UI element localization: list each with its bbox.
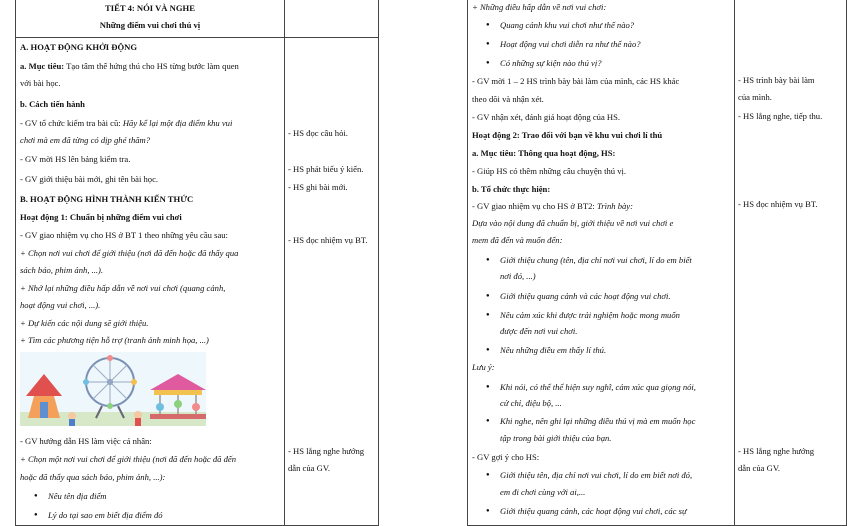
bullet-scenery: ● Giới thiệu quang cảnh và các hoạt động vui chơi. bbox=[500, 289, 671, 303]
procedure-heading: b. Cách tiến hành bbox=[20, 99, 85, 109]
choose-line: + Chọn một nơi vui chơi để giới thiệu (nơi đã đến hoặc đã đến bbox=[20, 454, 237, 464]
call-line: - GV mời HS lên bảng kiểm tra. bbox=[20, 154, 131, 164]
hs-listen-absorb: - HS lắng nghe, tiếp thu. bbox=[738, 111, 823, 121]
note-speaking: ● Khi nói, có thể thể hiện suy nghĩ, cảm xúc qua giọng nói, bbox=[500, 380, 696, 394]
hs-listen: - HS lắng nghe hướng bbox=[288, 446, 365, 456]
title-divider bbox=[16, 37, 378, 38]
lesson-title: TIẾT 4: NÓI VÀ NGHE bbox=[105, 3, 195, 13]
suggest-scenery: ● Giới thiệu quang cảnh, các hoạt động vui chơi, các sự bbox=[500, 504, 687, 518]
point-4: + Tìm các phương tiện hỗ trợ (tranh ảnh minh họa, ...) bbox=[20, 335, 209, 345]
question-scenery: ● Quang cảnh khu vui chơi như thế nào? bbox=[500, 18, 634, 32]
goal-heading: a. Mục tiêu: Thông qua hoạt động, HS: bbox=[472, 148, 616, 158]
evaluate-line: - GV nhận xét, đánh giá hoạt động của HS. bbox=[472, 112, 621, 122]
suggest-line: - GV gợi ý cho HS: bbox=[472, 452, 540, 462]
hs-speak: - HS phát biểu ý kiến. bbox=[288, 164, 364, 174]
intro-line: - GV giới thiệu bài mới, ghi tên bài học. bbox=[20, 174, 159, 184]
note-speaking-cont: cử chỉ, điệu bộ, ... bbox=[500, 398, 562, 408]
hs-note: - HS ghi bài mới. bbox=[288, 182, 348, 192]
section-a-heading: A. HOẠT ĐỘNG KHỞI ĐỘNG bbox=[20, 42, 138, 52]
lesson-subtitle: Những điểm vui chơi thú vị bbox=[99, 20, 201, 30]
bullet-feelings: ● Nêu cảm xúc khi được trải nghiệm hoặc mong muốn bbox=[500, 308, 680, 322]
note-listening-cont: tập trong bài giới thiệu của bạn. bbox=[500, 433, 612, 443]
column-divider bbox=[284, 0, 285, 525]
note-listening: ● Khi nghe, nên ghi lại những điều thú vị mà em muốn học bbox=[500, 414, 695, 428]
organize-heading: b. Tổ chức thực hiện: bbox=[472, 184, 551, 194]
base-line: Dựa vào nội dung đã chuẩn bị, giới thiệu về nơi vui chơi e bbox=[472, 218, 674, 228]
amusement-park-illustration bbox=[20, 352, 206, 426]
right-page bbox=[467, 0, 847, 526]
attractions-line: + Những điều hấp dẫn về nơi vui chơi: bbox=[472, 2, 607, 12]
suggest-name: ● Giới thiệu tên, địa chỉ nơi vui chơi, lí do em biết nơi đó, bbox=[500, 468, 692, 482]
check-line: - GV tổ chức kiểm tra bài cũ: Hãy kể lại một địa điểm khu vui bbox=[20, 118, 233, 128]
point-3: + Dự kiến các nội dung sẽ giới thiệu. bbox=[20, 318, 149, 328]
hs-present-cont: của mình. bbox=[738, 92, 772, 102]
bullet-reason: ● Lý do tại sao em biết địa điểm đó bbox=[48, 508, 163, 522]
hs-listen: - HS lắng nghe hướng bbox=[738, 446, 815, 456]
goal-line: a. Mục tiêu: Tạo tâm thế hứng thú cho HS từng bước làm quen bbox=[20, 61, 239, 71]
bullet-interesting: ● Nêu những điều em thấy lí thú. bbox=[500, 343, 606, 357]
left-page bbox=[15, 0, 379, 526]
point-2: + Nhớ lại những điều hấp dẫn về nơi vui chơi (quang cảnh, bbox=[20, 283, 226, 293]
task-line: - GV giao nhiệm vụ cho HS ở BT2: Trình bày: bbox=[472, 201, 633, 211]
question-events: ● Có những sự kiện nào thú vị? bbox=[500, 56, 602, 70]
check-line-2: chơi mà em đã từng có dịp ghé thăm? bbox=[20, 135, 151, 145]
activity-1-heading: Hoạt động 1: Chuẩn bị những điểm vui chơi bbox=[20, 212, 182, 222]
bullet-general-intro: ● Giới thiệu chung (tên, địa chỉ nơi vui chơi, lí do em biết bbox=[500, 253, 692, 267]
choose-line-2: hoặc đã thấy qua sách báo, phim ảnh, ...): bbox=[20, 472, 166, 482]
suggest-name-cont: em đi chơi cùng với ai,... bbox=[500, 487, 586, 497]
goal-line-2: với bài học. bbox=[20, 78, 61, 88]
point-1-cont: sách báo, phim ảnh, ...). bbox=[20, 265, 104, 275]
hs-read-question: - HS đọc câu hỏi. bbox=[288, 128, 348, 138]
hs-read-task: - HS đọc nhiệm vụ BT. bbox=[288, 235, 368, 245]
guide-line: - GV hướng dẫn HS làm việc cá nhân: bbox=[20, 436, 152, 446]
bullet-place-name: ● Nêu tên địa điểm bbox=[48, 489, 106, 503]
invite-line: - GV mời 1 – 2 HS trình bày bài làm của mình, các HS khác bbox=[472, 76, 680, 86]
activity-2-heading: Hoạt động 2: Trao đổi với bạn về khu vui chơi lí thú bbox=[472, 130, 663, 140]
point-2-cont: hoạt động vui chơi, ...). bbox=[20, 300, 101, 310]
bullet-feelings-cont: được đến nơi vui chơi. bbox=[500, 326, 578, 336]
hs-listen-cont: dẫn của GV. bbox=[738, 463, 781, 473]
bullet-general-intro-cont: nơi đó, ...) bbox=[500, 271, 536, 281]
column-divider bbox=[734, 0, 735, 525]
invite-line-2: theo dõi và nhận xét. bbox=[472, 94, 544, 104]
goal-text: - Giúp HS có thêm những câu chuyện thú vị. bbox=[472, 166, 627, 176]
task-line: - GV giao nhiệm vụ cho HS ở BT 1 theo những yêu cầu sau: bbox=[20, 230, 228, 240]
hs-read-task: - HS đọc nhiệm vụ BT. bbox=[738, 199, 818, 209]
hs-listen-cont: dẫn của GV. bbox=[288, 463, 331, 473]
note-heading: Lưu ý: bbox=[472, 362, 495, 372]
hs-present: - HS trình bày bài làm bbox=[738, 75, 815, 85]
base-line-2: mem đã đến và muốn đến: bbox=[472, 235, 563, 245]
question-activities: ● Hoạt động vui chơi diễn ra như thế nào? bbox=[500, 37, 641, 51]
section-b-heading: B. HOẠT ĐỘNG HÌNH THÀNH KIẾN THỨC bbox=[20, 194, 194, 204]
point-1: + Chọn nơi vui chơi để giới thiệu (nơi đã đến hoặc đã thấy qua bbox=[20, 248, 239, 258]
